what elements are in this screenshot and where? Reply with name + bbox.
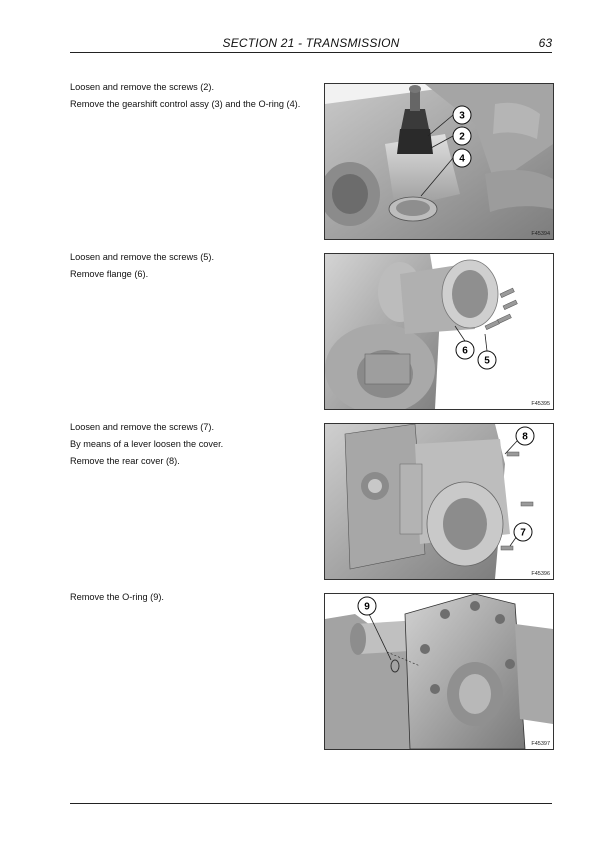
- page-header: [70, 36, 552, 53]
- callout-7: [514, 523, 532, 541]
- svg-text:8: 8: [522, 431, 528, 443]
- callout-2: [453, 127, 471, 145]
- svg-text:7: 7: [520, 527, 526, 539]
- figure-flange: [324, 253, 554, 410]
- svg-text:9: 9: [364, 601, 370, 613]
- svg-text:5: 5: [484, 355, 490, 367]
- figure-id: F45395: [531, 401, 550, 407]
- instruction-line: Loosen and remove the screws (2).: [70, 82, 215, 92]
- instruction-line: By means of a lever loosen the cover.: [70, 439, 224, 449]
- section-title: SECTION 21 - TRANSMISSION: [222, 36, 400, 50]
- instruction-line: Remove flange (6).: [70, 269, 149, 279]
- svg-text:6: 6: [462, 345, 468, 357]
- svg-text:2: 2: [459, 131, 465, 143]
- instruction-line: Remove the rear cover (8).: [70, 456, 180, 466]
- instruction-line: Remove the gearshift control assy (3) and the O-ring (4).: [70, 99, 301, 109]
- step-1-instructions: [70, 81, 320, 115]
- page-number: 63: [538, 36, 552, 50]
- figure-gearshift-control: [324, 83, 554, 240]
- instruction-line: Loosen and remove the screws (7).: [70, 422, 215, 432]
- figure-rear-cover: [324, 423, 554, 580]
- step-2-instructions: [70, 251, 320, 285]
- callout-9: [358, 597, 376, 615]
- callout-3: [453, 106, 471, 124]
- svg-text:3: 3: [459, 110, 465, 122]
- callout-6: [456, 341, 474, 359]
- figure-id: F45397: [531, 741, 550, 747]
- step-3-instructions: [70, 421, 320, 472]
- figure-id: F45396: [531, 571, 550, 577]
- figure-id: F45394: [531, 231, 550, 237]
- footer-rule: [70, 803, 552, 804]
- instruction-line: Remove the O-ring (9).: [70, 592, 164, 602]
- callout-4: [453, 149, 471, 167]
- svg-text:4: 4: [459, 153, 465, 165]
- step-4-instructions: [70, 591, 320, 608]
- instruction-line: Loosen and remove the screws (5).: [70, 252, 215, 262]
- callout-5: [478, 351, 496, 369]
- figure-o-ring: [324, 593, 554, 750]
- callout-8: [516, 427, 534, 445]
- header-rule: [70, 52, 552, 53]
